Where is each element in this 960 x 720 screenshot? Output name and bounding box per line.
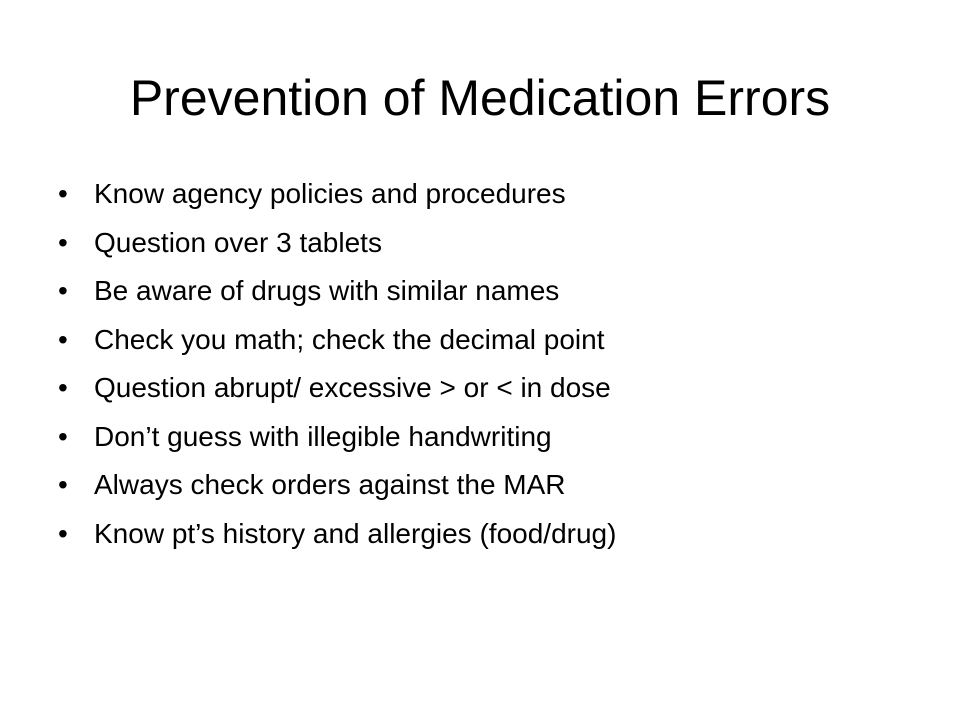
slide-title: Prevention of Medication Errors	[129, 70, 831, 126]
bullet-text: Know agency policies and procedures	[94, 178, 566, 209]
list-item	[58, 461, 918, 510]
list-item	[58, 267, 918, 316]
bullet-text: Always check orders against the MAR	[94, 469, 566, 500]
bullet-icon: •	[58, 469, 68, 500]
bullet-icon: •	[58, 372, 68, 403]
list-item	[58, 413, 918, 462]
bullet-icon: •	[58, 275, 68, 306]
bullet-icon: •	[58, 323, 68, 355]
bullet-text: Check you math; check the decimal point	[94, 323, 605, 355]
list-item	[58, 364, 918, 413]
bullet-text: Know pt’s history and allergies (food/drug)	[94, 517, 617, 549]
bullet-icon: •	[58, 517, 68, 549]
list-item	[58, 316, 918, 365]
bullet-text: Question abrupt/ excessive > or < in dose	[94, 372, 611, 403]
list-item	[58, 219, 918, 268]
list-item	[58, 170, 918, 219]
bullet-text: Question over 3 tablets	[94, 226, 382, 258]
bullet-text: Be aware of drugs with similar names	[94, 275, 560, 306]
list-item	[58, 510, 918, 559]
bullet-list	[58, 170, 918, 558]
bullet-text: Don’t guess with illegible handwriting	[94, 420, 552, 452]
bullet-icon: •	[58, 178, 68, 209]
bullet-icon: •	[58, 420, 68, 452]
bullet-icon: •	[58, 226, 68, 258]
